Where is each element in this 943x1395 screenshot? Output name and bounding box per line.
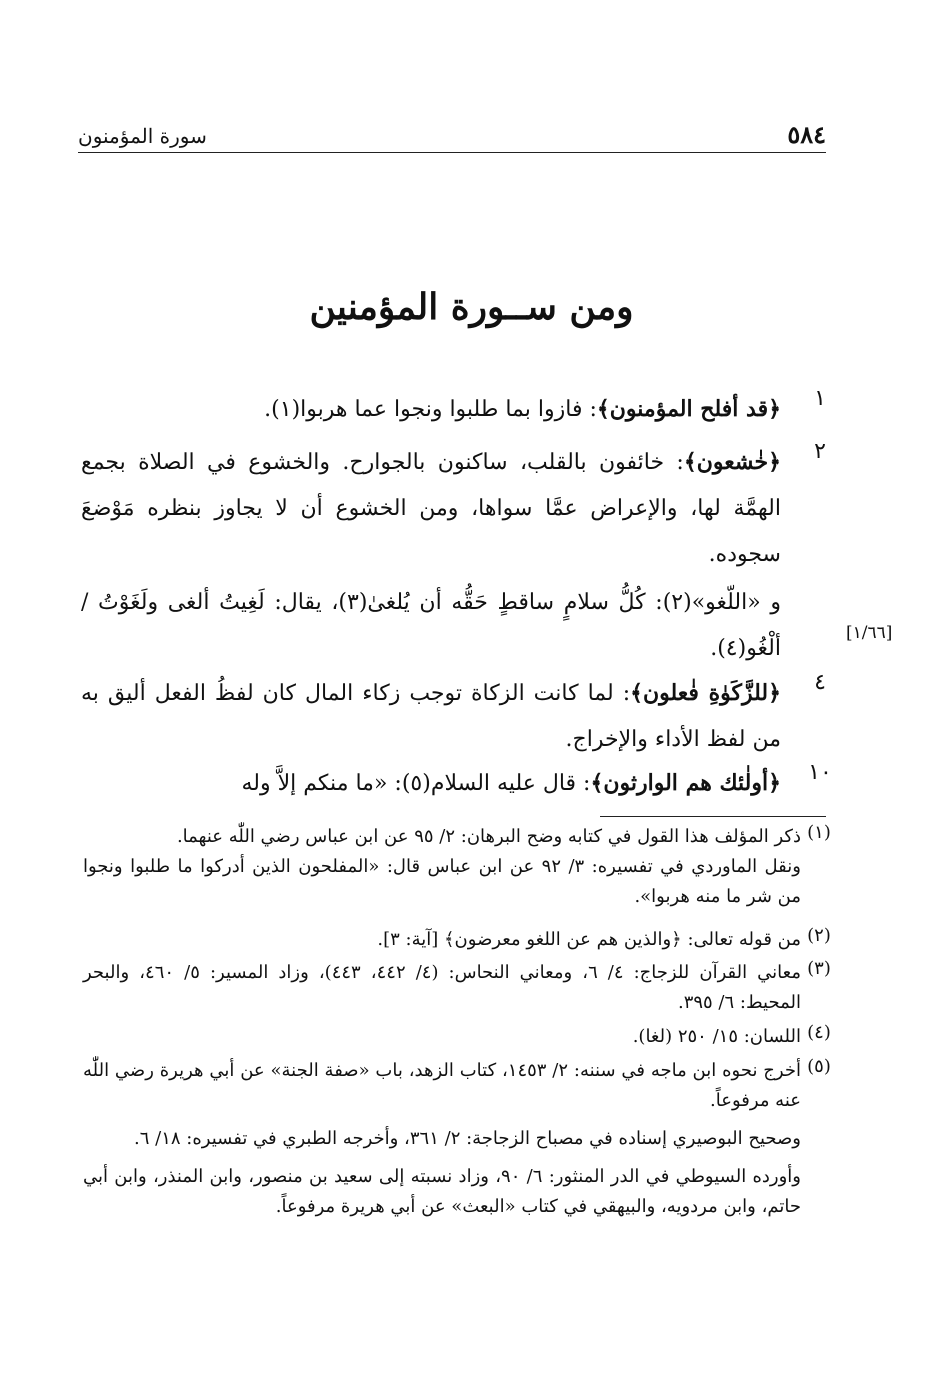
footnote-line: وأورده السيوطي في الدر المنثور: ٦/ ٩٠، وزاد نسبته إلى سعيد بن منصور، وابن المنذر، وابن أبي حاتم، وابن مردويه، والبيهقي في كتاب «البعث» عن أبي هريرة مرفوعاً. [83,1166,802,1217]
verse-number: ٢ [814,439,826,464]
verse-number: ١ [814,386,826,411]
verse-explanation: : قال عليه السلام(٥): «ما منكم إلاَّ وله [241,771,591,796]
verse-quote: ﴿أولٰئك هم الوارثون﴾ [590,770,781,796]
footnote-number: (٥) [807,1056,831,1077]
verse-explanation: : لما كانت الزكاة توجب زكاء المال كان لفظُ الفعل أليق به من لفظ الأداء والإخراج. [81,681,781,752]
footnote-text [83,958,801,1018]
verse-commentary [81,760,781,807]
footnote-number: (٢) [807,925,831,946]
verse-quote: ﴿خٰشعون﴾ [683,449,781,475]
footnote-text [83,1056,801,1222]
verse-quote: ﴿قد أفلح المؤمنون﴾ [596,396,781,422]
footnote-number: (٣) [807,958,831,979]
footnote-separator [600,816,826,817]
verse-explanation: : فازوا بما طلبوا ونجوا عما هربوا(١). [264,397,597,422]
footnote-line: ونقل الماوردي في تفسيره: ٣/ ٩٢ عن ابن عباس قال: «المفلحون الذين أدركوا ما طلبوا ونجوا من شر ما منه هربوا». [83,856,801,907]
footnote-line: من قوله تعالى: ﴿والذين هم عن اللغو معرضون﴾ [آية: ٣]. [377,929,801,950]
footnote-line: ذكر المؤلف هذا القول في كتابه وضح البرهان: ٢/ ٩٥ عن ابن عباس رضي اللّٰه عنهما. [176,826,801,847]
verse-explanation: : خائفون بالقلب، ساكنون بالجوارح. والخشوع في الصلاة بجمع الهمَّة لها، والإعراض عمَّا سواها، ومن الخشوع أن لا يجاوز بنظره مَوْضعَ سجوده. [81,450,781,567]
footnote-text [83,822,801,912]
verse-explanation: و «اللّغو»(٢): كُلُّ سلامٍ ساقطٍ حَقُّه أن يُلغىٰ(٣)، يقال: لَغِيتُ ألغى ولَغَوْتُ / ألْغُو(٤). [81,590,781,661]
footnote-number: (١) [807,822,831,843]
verse-number: ٤ [814,670,826,695]
verse-number: ١٠ [808,760,832,785]
page-header [78,118,826,153]
surah-title: ومن ســورة المؤمنين [309,286,634,328]
verse-commentary [81,670,781,763]
page-number: ٥٨٤ [787,120,826,149]
footnote-line: معاني القرآن للزجاج: ٤/ ٦، ومعاني النحاس: (٤/ ٤٤٢، ٤٤٣)، وزاد المسير: ٥/ ٤٦٠، والبحر المحيط: ٦/ ٣٩٥. [83,962,801,1013]
footnote-line: اللسان: ١٥/ ٢٥٠ (لغا). [632,1026,801,1047]
footnote-line: أخرج نحوه ابن ماجه في سننه: ٢/ ١٤٥٣، كتاب الزهد، باب «صفة الجنة» عن أبي هريرة رضي اللّٰه عنه مرفوعاً. [83,1060,801,1111]
running-title: سورة المؤمنون [78,124,207,148]
manuscript-folio-marker: [١/٦٦] [846,623,893,643]
footnote-text [83,925,801,955]
verse-commentary [81,439,781,578]
footnote-line: وصحيح البوصيري إسناده في مصباح الزجاجة: ٢/ ٣٦١، وأخرجه الطبري في تفسيره: ١٨/ ٦. [134,1128,801,1149]
verse-commentary [81,580,781,672]
verse-quote: ﴿للزَّكَوٰةِ فٰعلون﴾ [630,680,781,706]
footnote-number: (٤) [807,1022,831,1043]
footnote-text [83,1022,801,1052]
verse-commentary [81,386,781,433]
